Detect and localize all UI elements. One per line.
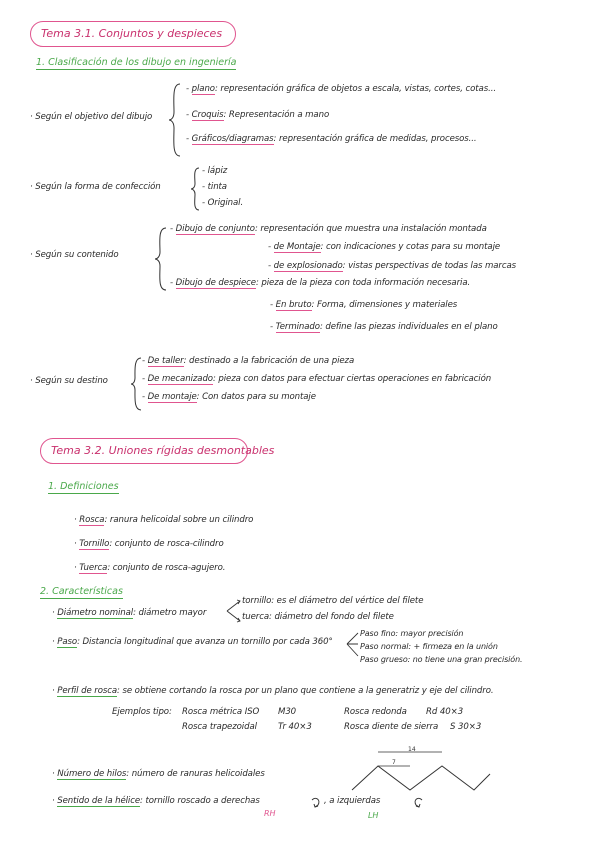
desc-en-bruto: : Forma, dimensiones y materiales <box>311 300 458 310</box>
diagram-zigzag <box>352 766 490 790</box>
term-montaje: De montaje <box>147 392 197 402</box>
term-tuerca: Tuerca <box>79 563 108 573</box>
example-metrica-code: M30 <box>278 707 297 717</box>
section2-title: Tema 3.2. Uniones rígidas desmontables <box>40 438 248 464</box>
diameter-arrows <box>226 598 242 624</box>
term-graficos: Gráficos/diagramas <box>191 134 274 144</box>
destination-brace <box>130 356 142 412</box>
right-hand-arrow-icon <box>310 796 322 808</box>
definitions-heading-text: 1. Definiciones <box>48 481 119 492</box>
term-croquis: Croquis <box>191 110 224 120</box>
desc-plano: : representación gráfica de objetos a escala, vistas, cortes, cotas... <box>214 84 496 94</box>
objective-label: · Según el objetivo del dibujo <box>30 112 153 122</box>
classification-heading <box>36 57 236 69</box>
term-mecanizado: De mecanizado <box>147 374 213 384</box>
content-brace <box>154 226 168 292</box>
despiece-item: - Dibujo de despiece: pieza de la pieza con toda información necesaria. <box>170 278 471 288</box>
example-trapezoidal-code: Tr 40×3 <box>278 722 312 732</box>
desc-paso: : Distancia longitudinal que avanza un tornillo por cada 360° <box>77 637 333 647</box>
conjunto-item: - Dibujo de conjunto: representación que muestra una instalación montada <box>170 224 487 234</box>
desc-diametro: : diámetro mayor <box>133 608 207 618</box>
term-hilos: Número de hilos <box>57 769 127 779</box>
term-plano: plano <box>191 84 215 94</box>
term-paso: Paso <box>57 637 78 647</box>
pitch-branch-grueso: Paso grueso: no tiene una gran precisión. <box>360 655 523 664</box>
def-tornillo: · Tornillo: conjunto de rosca-cilindro <box>74 539 224 549</box>
thread-profile-diagram <box>350 746 510 796</box>
term-en-bruto: En bruto <box>275 300 312 310</box>
pitch-arrows <box>346 630 360 660</box>
helix-lh-label: LH <box>368 811 379 820</box>
desc-sentido: : tornillo roscado a derechas <box>140 796 260 806</box>
destino-taller: - De taller: destinado a la fabricación de una pieza <box>142 356 355 366</box>
confection-item-original: - Original. <box>202 198 244 208</box>
term-rosca: Rosca <box>79 515 105 525</box>
pitch-branch-normal: Paso normal: + firmeza en la unión <box>360 642 498 651</box>
threads-item: · Número de hilos: número de ranuras helicoidales <box>52 769 265 779</box>
desc-taller: : destinado a la fabricación de una pieza <box>183 356 355 366</box>
def-rosca: · Rosca: ranura helicoidal sobre un cilindro <box>74 515 254 525</box>
diameter-branch-tornillo: tornillo: es el diámetro del vértice del filete <box>242 596 424 606</box>
characteristics-heading <box>40 586 123 598</box>
despiece-bruto: - En bruto: Forma, dimensiones y materiales <box>270 300 458 310</box>
conjunto-explosionado: - de explosionado: vistas perspectivas de todas las marcas <box>268 261 517 271</box>
confection-brace <box>190 166 200 212</box>
term-conjunto: Dibujo de conjunto <box>175 224 255 234</box>
term-diametro: Diámetro nominal <box>57 608 134 618</box>
destination-label: · Según su destino <box>30 376 108 386</box>
term-tornillo: Tornillo <box>79 539 110 549</box>
term-terminado: Terminado <box>275 322 320 332</box>
helix-izquierdas: , a izquierdas <box>324 796 381 806</box>
term-de-montaje: de Montaje <box>273 242 321 252</box>
helix-item: · Sentido de la hélice: tornillo roscado a derechas <box>52 796 260 806</box>
diagram-mid-label: 7 <box>392 759 396 766</box>
term-explosionado: de explosionado <box>273 261 343 271</box>
left-hand-arrow-icon <box>412 796 424 808</box>
desc-graficos: : representación gráfica de medidas, procesos... <box>273 134 477 144</box>
term-despiece: Dibujo de despiece <box>175 278 256 288</box>
profile-item: · Perfil de rosca: se obtiene cortando la rosca por un plano que contiene a la generatriz y eje del cilindro. <box>52 686 494 696</box>
desc-terminado: : define las piezas individuales en el plano <box>319 322 498 332</box>
confection-label: · Según la forma de confección <box>30 182 161 192</box>
destino-montaje: - De montaje: Con datos para su montaje <box>142 392 316 402</box>
section1-title: Tema 3.1. Conjuntos y despieces <box>30 21 236 47</box>
desc-perfil: : se obtiene cortando la rosca por un plano que contiene a la generatriz y eje del cilindro. <box>117 686 494 696</box>
desc-de-montaje: : con indicaciones y cotas para su montaje <box>320 242 501 252</box>
term-perfil: Perfil de rosca <box>57 686 118 696</box>
helix-rh-label: RH <box>264 809 276 818</box>
confection-item-tinta: - tinta <box>202 182 227 192</box>
examples-label: Ejemplos tipo: <box>112 707 172 717</box>
objective-item-plano: - plano: representación gráfica de objetos a escala, vistas, cortes, cotas... <box>186 84 496 94</box>
objective-item-croquis: - Croquis: Representación a mano <box>186 110 330 120</box>
classification-heading-text: 1. Clasificación de los dibujo en ingeniería <box>36 57 237 68</box>
conjunto-montaje: - de Montaje: con indicaciones y cotas para su montaje <box>268 242 501 252</box>
desc-tornillo: : conjunto de rosca-cilindro <box>109 539 224 549</box>
example-sierra: Rosca diente de sierra <box>344 722 439 732</box>
example-metrica: Rosca métrica ISO <box>182 707 260 717</box>
desc-rosca: : ranura helicoidal sobre un cilindro <box>104 515 254 525</box>
objective-brace <box>168 82 182 158</box>
definitions-heading <box>48 481 119 493</box>
desc-despiece: : pieza de la pieza con toda información necesaria. <box>255 278 471 288</box>
diameter-branch-tuerca: tuerca: diámetro del fondo del filete <box>242 612 394 622</box>
example-redonda-code: Rd 40×3 <box>426 707 464 717</box>
confection-item-lapiz: - lápiz <box>202 166 228 176</box>
content-label: · Según su contenido <box>30 250 119 260</box>
desc-croquis: : Representación a mano <box>223 110 330 120</box>
diameter-item: · Diámetro nominal: diámetro mayor <box>52 608 207 618</box>
pitch-branch-fino: Paso fino: mayor precisión <box>360 629 464 638</box>
desc-hilos: : número de ranuras helicoidales <box>126 769 265 779</box>
desc-explosionado: : vistas perspectivas de todas las marcas <box>342 261 517 271</box>
desc-conjunto: : representación que muestra una instalación montada <box>254 224 487 234</box>
def-tuerca: · Tuerca: conjunto de rosca-agujero. <box>74 563 226 573</box>
pitch-item: · Paso: Distancia longitudinal que avanza un tornillo por cada 360° <box>52 637 333 647</box>
example-sierra-code: S 30×3 <box>450 722 482 732</box>
diagram-top-label: 14 <box>408 746 416 753</box>
objective-item-graficos: - Gráficos/diagramas: representación gráfica de medidas, procesos... <box>186 134 477 144</box>
characteristics-heading-text: 2. Características <box>40 586 123 597</box>
example-trapezoidal: Rosca trapezoidal <box>182 722 257 732</box>
example-redonda: Rosca redonda <box>344 707 407 717</box>
destino-mecanizado: - De mecanizado: pieza con datos para efectuar ciertas operaciones en fabricación <box>142 374 492 384</box>
desc-montaje: : Con datos para su montaje <box>196 392 316 402</box>
despiece-terminado: - Terminado: define las piezas individuales en el plano <box>270 322 498 332</box>
desc-mecanizado: : pieza con datos para efectuar ciertas operaciones en fabricación <box>212 374 492 384</box>
term-taller: De taller <box>147 356 184 366</box>
desc-tuerca: : conjunto de rosca-agujero. <box>107 563 226 573</box>
term-sentido: Sentido de la hélice <box>57 796 141 806</box>
